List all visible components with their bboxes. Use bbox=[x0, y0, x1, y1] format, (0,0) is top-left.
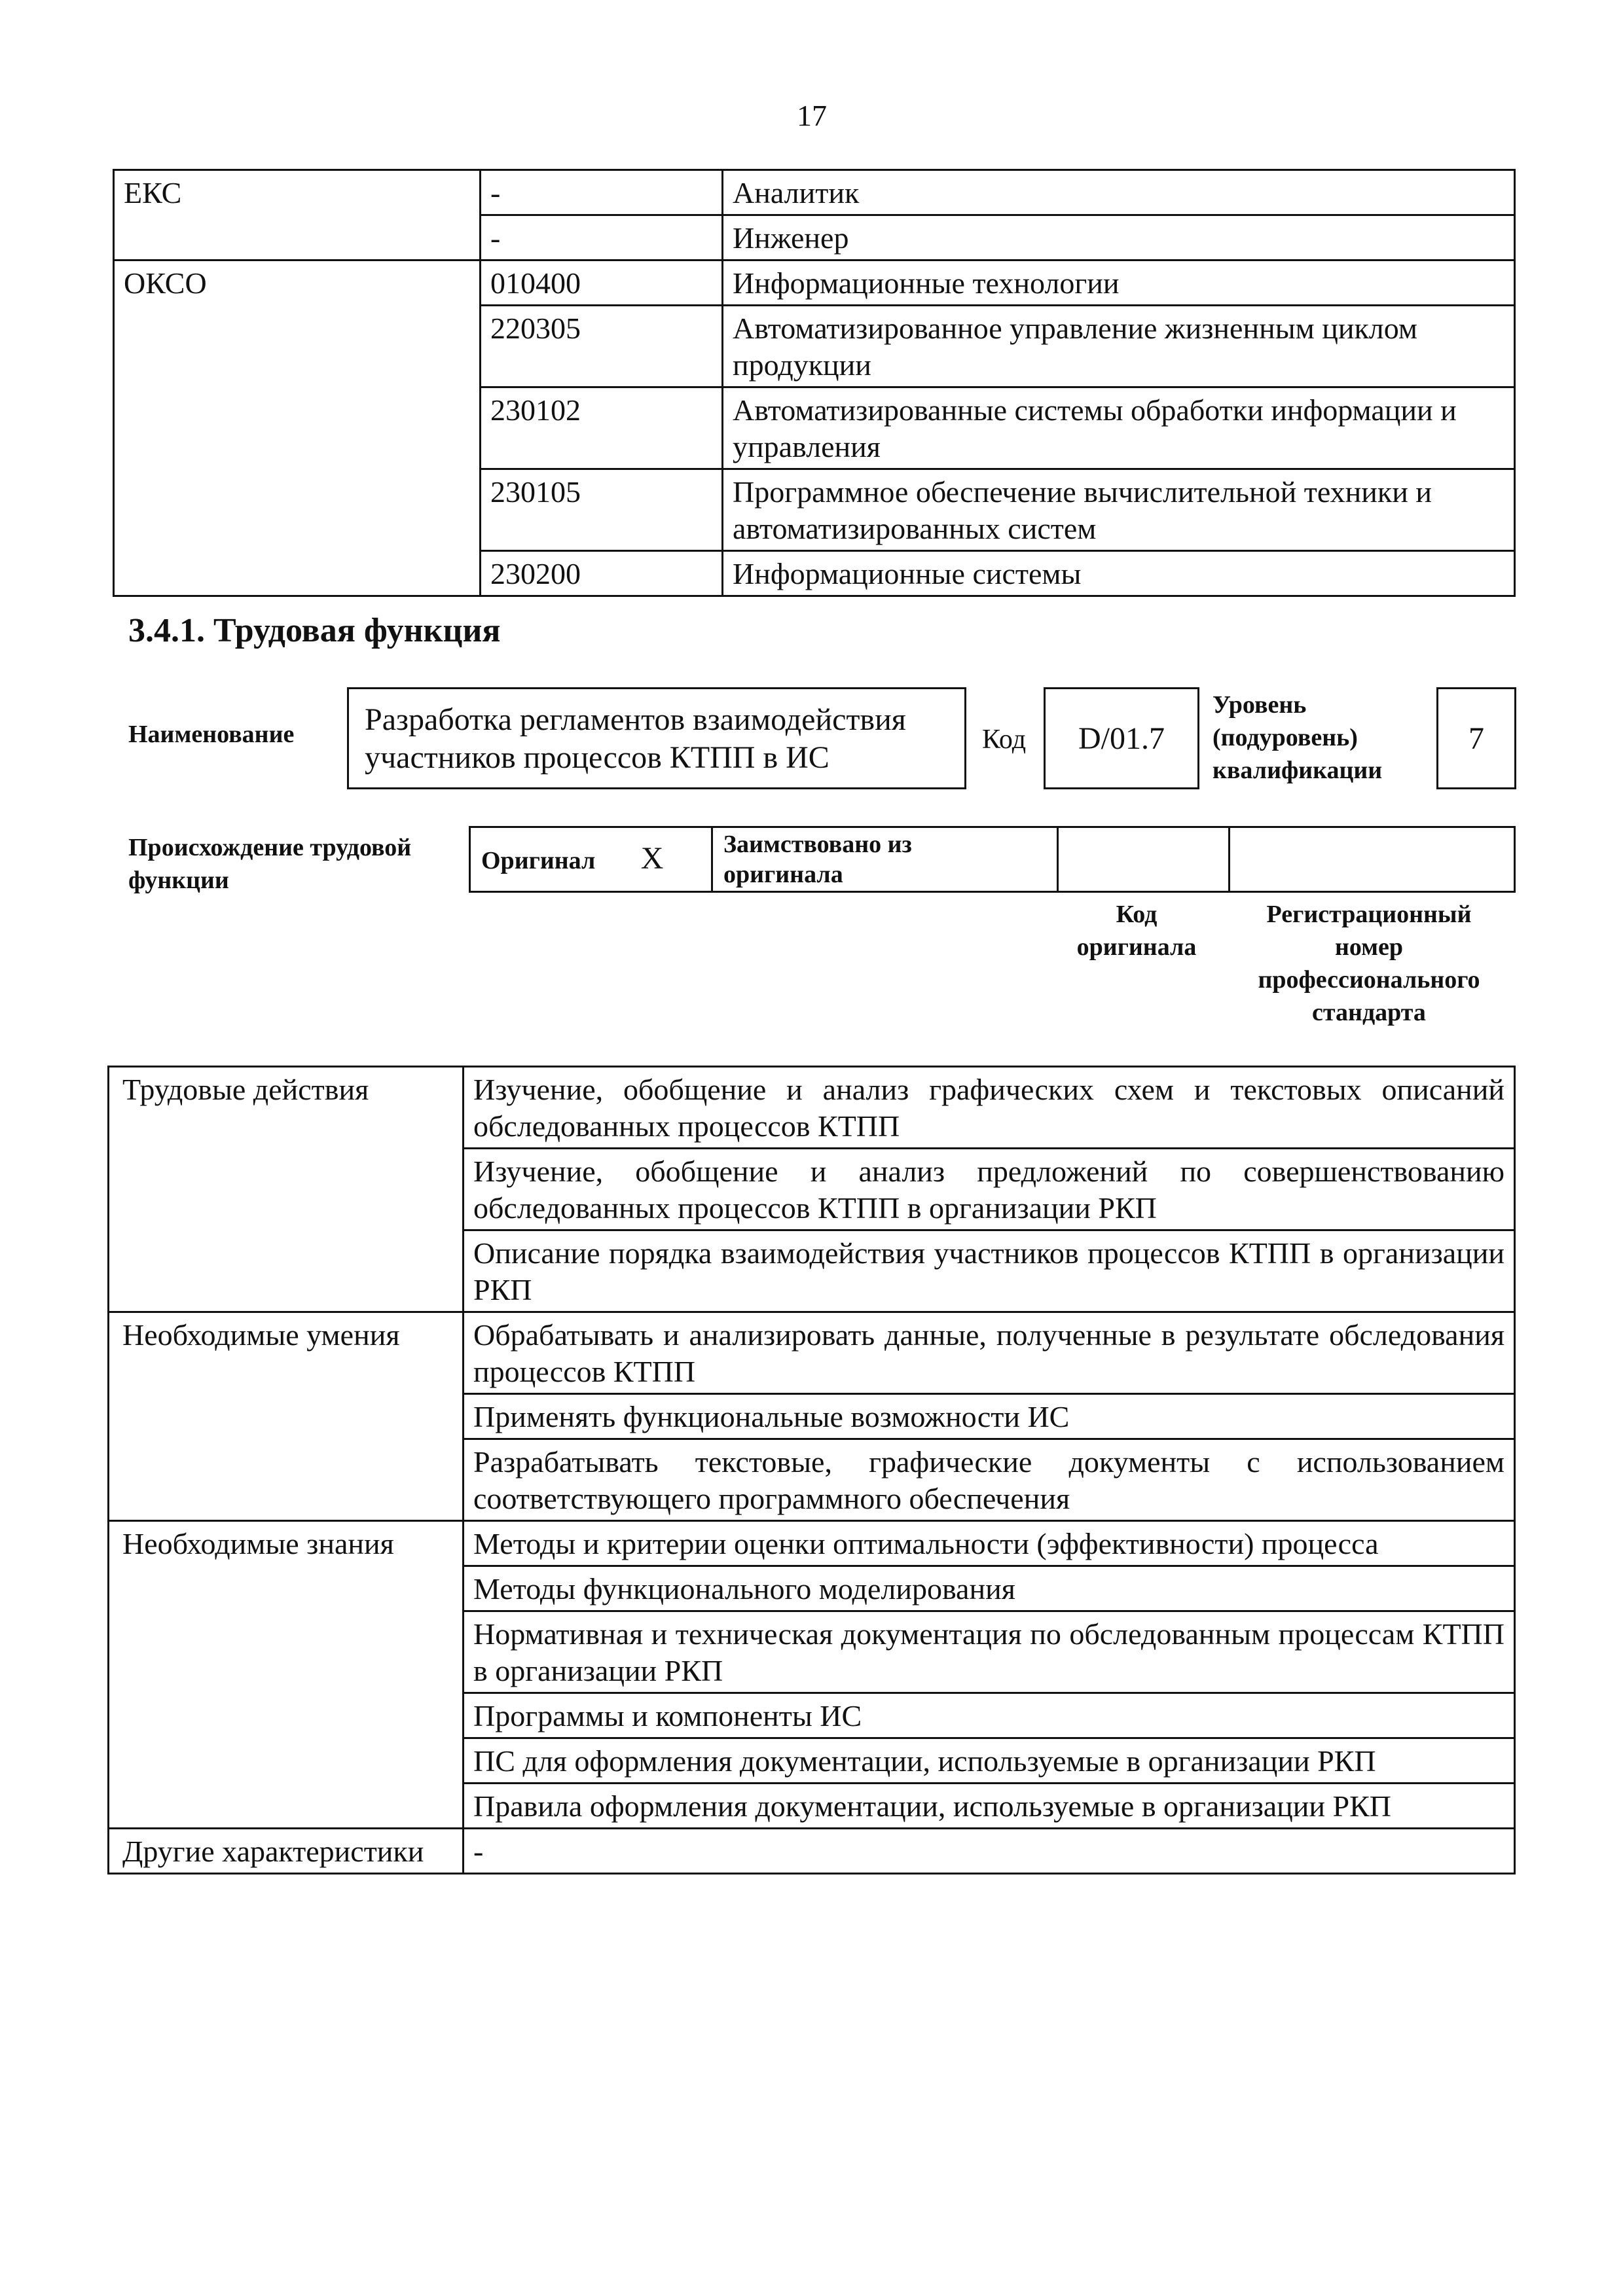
code-cell: 010400 bbox=[481, 260, 723, 306]
name-cell: Программное обеспечение вычислительной техники и автоматизированных систем bbox=[723, 469, 1515, 551]
origin-table bbox=[469, 826, 1516, 893]
action-item: Изучение, обобщение и анализ предложений по совершенствованию обследованных процессов КТПП в организации РКП bbox=[464, 1149, 1515, 1230]
action-item: Описание порядка взаимодействия участников процессов КТПП в организации РКП bbox=[464, 1230, 1515, 1312]
function-code-label: Код bbox=[982, 725, 1027, 755]
function-name-value: Разработка регламентов взаимодействия участников процессов КТПП в ИС bbox=[347, 687, 966, 789]
knowledge-item: Нормативная и техническая документация по обследованным процессам КТПП в организации РКП bbox=[464, 1611, 1515, 1693]
code-cell: 230102 bbox=[481, 387, 723, 469]
qualification-level-label bbox=[1213, 689, 1382, 787]
caption-line: оригинала bbox=[1076, 933, 1197, 961]
borrowed-cell bbox=[712, 827, 1058, 892]
skill-item: Обрабатывать и анализировать данные, полученные в результате обследования процессов КТПП bbox=[464, 1312, 1515, 1394]
knowledge-item: ПС для оформления документации, используемые в организации РКП bbox=[464, 1738, 1515, 1784]
origin-label bbox=[128, 831, 411, 897]
caption-line: Регистрационный bbox=[1266, 901, 1472, 928]
table-row bbox=[470, 827, 1515, 892]
action-item: Изучение, обобщение и анализ графических схем и текстовых описаний обследованных процессов КТПП bbox=[464, 1067, 1515, 1149]
original-cell bbox=[470, 827, 712, 892]
table-row bbox=[109, 1521, 1515, 1566]
section-title: 3.4.1. Трудовая функция bbox=[128, 612, 501, 649]
group-cell: ОКСО bbox=[114, 260, 481, 596]
borrowed-label-line: Заимствовано из bbox=[723, 831, 912, 858]
original-mark: X bbox=[640, 840, 664, 876]
level-label-line: Уровень bbox=[1213, 691, 1307, 719]
origin-label-line: функции bbox=[128, 867, 229, 894]
code-cell: 230105 bbox=[481, 469, 723, 551]
group-cell: ЕКС bbox=[114, 170, 481, 260]
name-cell: Инженер bbox=[723, 215, 1515, 260]
other-value: - bbox=[464, 1829, 1515, 1874]
classification-table bbox=[113, 169, 1516, 597]
knowledge-item: Методы и критерии оценки оптимальности (эффективности) процесса bbox=[464, 1521, 1515, 1566]
skills-label: Необходимые умения bbox=[109, 1312, 464, 1521]
name-cell: Автоматизированные системы обработки информации и управления bbox=[723, 387, 1515, 469]
page-number: 17 bbox=[797, 99, 827, 132]
skill-item: Применять функциональные возможности ИС bbox=[464, 1394, 1515, 1439]
table-row bbox=[109, 1312, 1515, 1394]
original-code-cell bbox=[1058, 827, 1230, 892]
skill-item: Разрабатывать текстовые, графические документы с использованием соответствующего программного обеспечения bbox=[464, 1439, 1515, 1521]
origin-label-line: Происхождение трудовой bbox=[128, 834, 412, 861]
registration-number-cell bbox=[1230, 827, 1515, 892]
other-label: Другие характеристики bbox=[109, 1829, 464, 1874]
code-cell: - bbox=[481, 215, 723, 260]
knowledge-item: Правила оформления документации, используемые в организации РКП bbox=[464, 1784, 1515, 1829]
knowledge-item: Программы и компоненты ИС bbox=[464, 1693, 1515, 1738]
level-label-line: квалификации bbox=[1213, 757, 1383, 784]
knowledge-label: Необходимые знания bbox=[109, 1521, 464, 1829]
function-name-label: Наименование bbox=[128, 721, 295, 748]
name-cell: Информационные технологии bbox=[723, 260, 1515, 306]
table-row bbox=[114, 260, 1515, 306]
table-row bbox=[109, 1829, 1515, 1874]
name-cell: Информационные системы bbox=[723, 551, 1515, 596]
name-cell: Автоматизированное управление жизненным циклом продукции bbox=[723, 306, 1515, 387]
code-cell: 230200 bbox=[481, 551, 723, 596]
function-code-value bbox=[1044, 687, 1199, 789]
knowledge-item: Методы функционального моделирования bbox=[464, 1566, 1515, 1611]
registration-number-caption bbox=[1248, 898, 1490, 1029]
actions-label: Трудовые действия bbox=[109, 1067, 464, 1312]
level-value-text: 7 bbox=[1468, 721, 1484, 756]
qualification-level-value bbox=[1436, 687, 1516, 789]
original-code-caption bbox=[1058, 898, 1215, 963]
level-label-line: (подуровень) bbox=[1213, 724, 1358, 751]
borrowed-label-line: оригинала bbox=[723, 861, 843, 888]
function-code-text: D/01.7 bbox=[1078, 721, 1165, 756]
name-cell: Аналитик bbox=[723, 170, 1515, 215]
table-row bbox=[114, 170, 1515, 215]
function-details-table bbox=[107, 1066, 1516, 1874]
caption-line: профессионального bbox=[1258, 966, 1480, 994]
caption-line: номер bbox=[1334, 933, 1404, 961]
code-cell: 220305 bbox=[481, 306, 723, 387]
code-cell: - bbox=[481, 170, 723, 215]
caption-line: стандарта bbox=[1312, 999, 1426, 1026]
table-row bbox=[109, 1067, 1515, 1149]
original-label: Оригинал bbox=[481, 846, 596, 874]
caption-line: Код bbox=[1116, 901, 1158, 928]
